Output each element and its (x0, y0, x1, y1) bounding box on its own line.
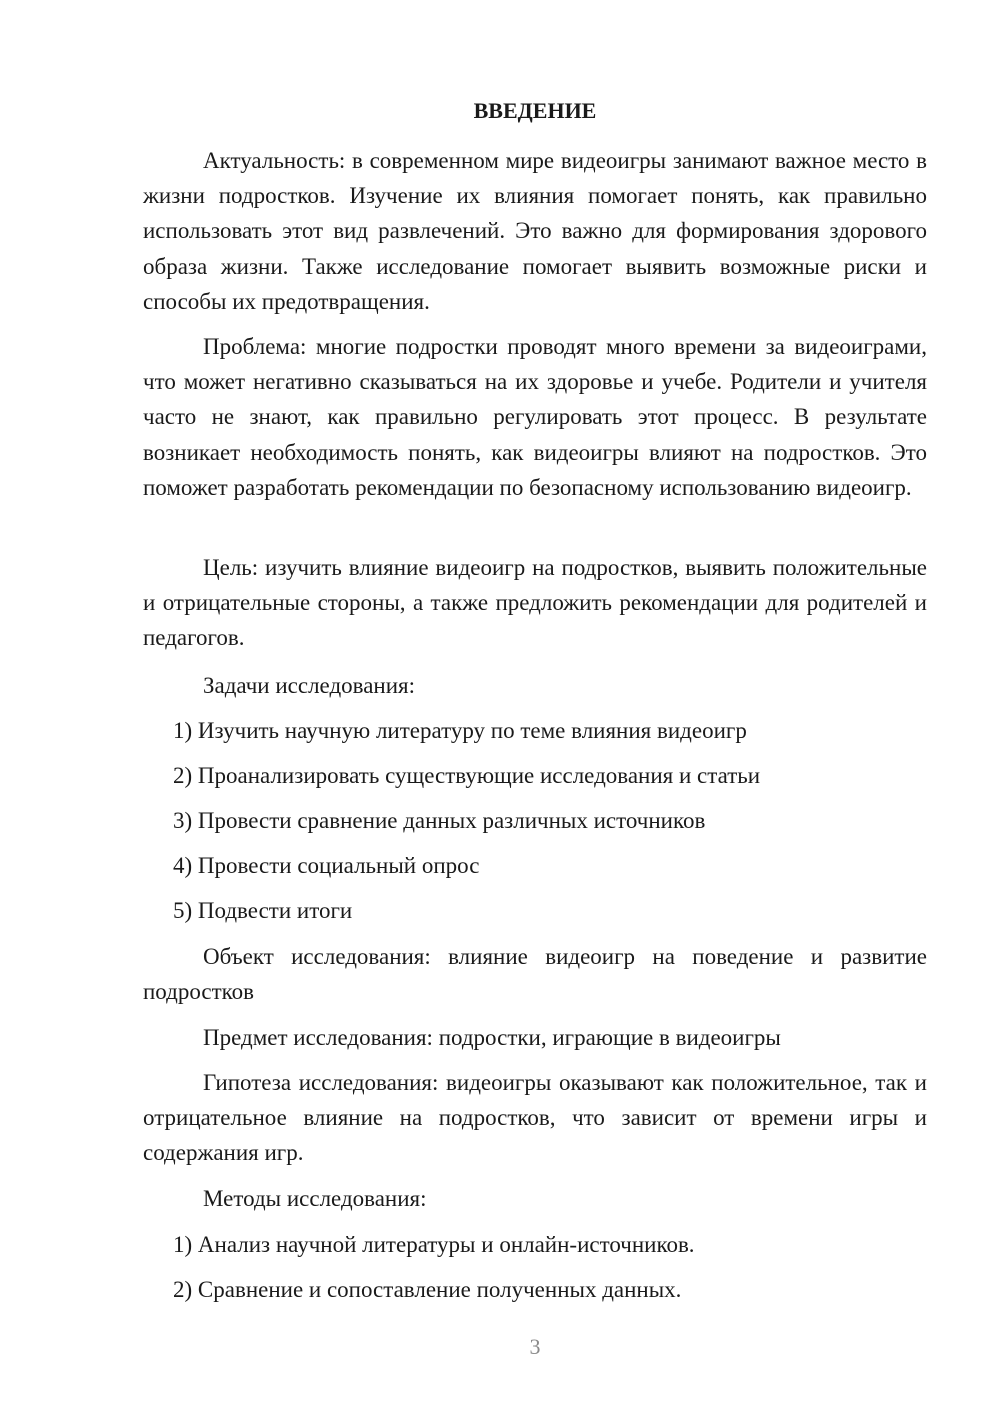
page-number: 3 (529, 1334, 541, 1359)
task-item: 1) Изучить научную литературу по теме влияния видеоигр (173, 718, 747, 743)
tasks-title: Задачи исследования: (203, 673, 416, 698)
goal-paragraph: Цель: изучить влияние видеоигр на подростков, выявить положительные и отрицательные стороны, а также предложить рекомендации для родителей и педагогов. (143, 555, 927, 651)
hypothesis-paragraph: Гипотеза исследования: видеоигры оказывают как положительное, так и отрицательное влияние на подростков, что зависит от времени игры и содержания игр. (143, 1070, 927, 1166)
object-paragraph: Объект исследования: влияние видеоигр на поведение и развитие подростков (143, 944, 927, 1005)
method-item: 1) Анализ научной литературы и онлайн-источников. (173, 1232, 695, 1257)
page-heading: ВВЕДЕНИЕ (473, 98, 597, 123)
task-item: 3) Провести сравнение данных различных источников (173, 808, 706, 833)
subject-line: Предмет исследования: подростки, играющие в видеоигры (203, 1025, 781, 1050)
document-page (143, 0, 927, 1414)
task-item: 2) Проанализировать существующие исследования и статьи (173, 763, 761, 788)
relevance-paragraph: Актуальность: в современном мире видеоигры занимают важное место в жизни подростков. Изучение их влияния помогает понять, как правильно использовать этот вид развлечений. Это важно для формирования здорового образа жизни. Также исследование помогает выявить возможные риски и способы их предотвращения. (143, 148, 927, 314)
task-item: 5) Подвести итоги (173, 898, 353, 923)
methods-title: Методы исследования: (203, 1186, 427, 1211)
method-item: 2) Сравнение и сопоставление полученных данных. (173, 1277, 682, 1302)
problem-paragraph: Проблема: многие подростки проводят много времени за видеоиграми, что может негативно сказываться на их здоровье и учебе. Родители и учителя часто не знают, как правильно регулировать этот процесс. В результате возникает необходимость понять, как видеоигры влияют на подростков. Это поможет разработать рекомендации по безопасному использованию видеоигр. (143, 334, 927, 500)
task-item: 4) Провести социальный опрос (173, 853, 480, 878)
